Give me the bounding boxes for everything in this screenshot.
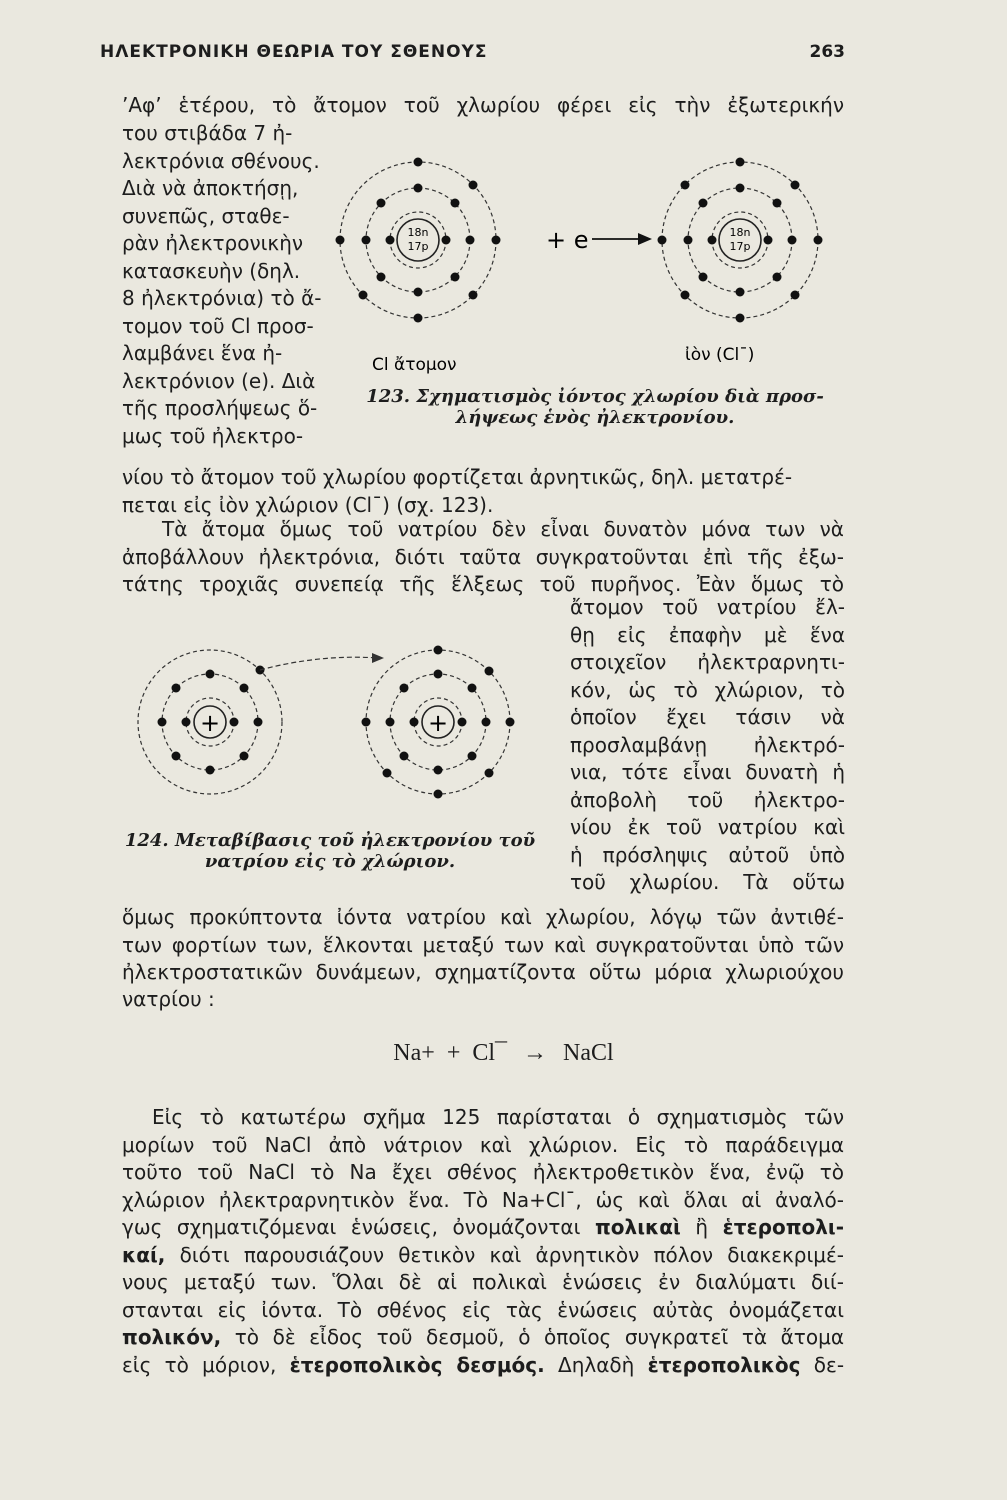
text-line: Τὰ ἄτομα ὅμως τοῦ νατρίου δὲν εἶναι δυνατὸν μόνα των νὰ (162, 517, 844, 541)
text-span: Δηλαδὴ (558, 1352, 635, 1377)
text-line: ἄτομον τοῦ νατρίου ἔλ- (570, 595, 845, 619)
text-span: ἢ (695, 1215, 709, 1239)
term-heteropolar-end: καί, (122, 1242, 166, 1267)
text-line: ρὰν ἠλεκτρονικὴν (122, 231, 304, 255)
text-line: 8 ἠλεκτρόνια) τὸ ἄ- (122, 286, 322, 310)
transfer-arrow (260, 653, 384, 670)
text-span: τὸ δὲ εἶδος τοῦ δεσμοῦ, ὁ ὁποῖος συγκρατεῖ τὰ ἄτομα (234, 1325, 844, 1349)
text-span: δε- (813, 1352, 845, 1377)
text-line (122, 1214, 844, 1242)
caption-line: 123. Σχηματισμὸς ἰόντος χλωρίου διὰ προσ- (366, 386, 824, 407)
cl-atom-diagram (362, 646, 515, 799)
text-line: των φορτίων των, ἕλκονται μεταξύ των καὶ συγκρατοῦνται ὑπὸ τῶν (122, 932, 844, 957)
page-number: 263 (809, 42, 845, 62)
term-heteropolar-bond: ἑτεροπολικὸς δεσμός. (289, 1352, 545, 1377)
nucleus-plus: + (427, 709, 449, 737)
reaction-arrow (592, 233, 652, 245)
text-span: διότι παρουσιάζουν θετικὸν καὶ ἀρνητικὸν πόλον διακεκριμέ- (179, 1242, 844, 1267)
text-line: ἠλεκτροστατικῶν δυνάμεων, σχηματίζοντα οὕτω μόρια χλωριούχου (122, 960, 844, 984)
caption-line: 124. Μεταβίβασις τοῦ ἠλεκτρονίου τοῦ (124, 830, 536, 851)
term-heteropolar: ἑτεροπολι- (722, 1215, 845, 1239)
cl-atom-diagram (336, 158, 501, 323)
text-line: ὅμως προκύπτοντα ἰόντα νατρίου καὶ χλωρίου, λόγῳ τῶν ἀντιθέ- (122, 905, 844, 929)
text-line: τῆς προσλήψεως ὅ- (122, 396, 318, 420)
text-span: εἰς τὸ μόριον, (122, 1352, 277, 1377)
text-line: χλώριον ἠλεκτραρνητικὸν ἕνα. Τὸ Na+Cl¯, ὡς καὶ ὅλαι αἱ ἀναλό- (122, 1187, 844, 1212)
chapter-title: ΗΛΕΚΤΡΟΝΙΚΗ ΘΕΩΡΙΑ ΤΟΥ ΣΘΕΝΟΥΣ (100, 42, 488, 62)
text-line: τοῦτο τοῦ NaCl τὸ Na ἔχει σθένος ἠλεκτροθετικὸν ἕνα, ἐνῷ τὸ (122, 1160, 844, 1184)
term-polar-valence: πολικόν, (122, 1325, 222, 1349)
term-polar: πολικαὶ (594, 1215, 681, 1239)
nucleus-protons: 17p (729, 240, 751, 253)
cl-atom-label: Cl ἄτομον (372, 355, 457, 375)
text-line: Διὰ νὰ ἀποκτήσῃ, (122, 176, 299, 200)
text-line: ὁποῖον ἔχει τάσιν νὰ (570, 705, 845, 729)
equation-arrow: → (523, 1040, 548, 1066)
text-line: τομον τοῦ Cl προσ- (122, 313, 314, 338)
na-atom-diagram (138, 650, 282, 794)
text-line: νίου ἐκ τοῦ νατρίου καὶ (570, 815, 845, 839)
figure-124 (120, 628, 540, 823)
text-line: στοιχεῖον ἠλεκτραρνητι- (570, 650, 845, 674)
figure-123 (320, 135, 850, 375)
running-header (100, 42, 845, 70)
text-line: λεκτρόνιον (e). Διὰ (122, 368, 316, 393)
text-line: του στιβάδα 7 ἠ- (122, 121, 293, 145)
para2-continuation (122, 904, 844, 987)
intro-first-line (122, 92, 844, 120)
cl-ion-diagram (658, 158, 823, 323)
text-line: θῃ εἰς ἐπαφὴν μὲ ἕνα (570, 622, 845, 647)
text-line: λαμβάνει ἕνα ἠ- (122, 341, 283, 365)
caption-line: νατρίου εἰς τὸ χλώριον. (204, 851, 456, 872)
equation-na-ion: Na+ (393, 1040, 435, 1066)
intro-left-column (122, 120, 322, 450)
plus-electron-label: + e (546, 226, 589, 254)
text-line: Εἰς τὸ κατωτέρω σχῆμα 125 παρίσταται ὁ σχηματισμὸς τῶν (152, 1105, 844, 1129)
text-line: νατρίου : (122, 987, 215, 1011)
text-line: τάτης τροχιᾶς συνεπείᾳ τῆς ἕλξεως τοῦ πυρῆνος. Ἐὰν ὅμως τὸ (122, 572, 844, 596)
figure-123-caption (345, 386, 845, 428)
text-line: νους μεταξύ των. Ὅλαι δὲ αἱ πολικαὶ ἑνώσεις ἐν διαλύματι διί- (122, 1270, 844, 1294)
equation-product: NaCl (563, 1040, 614, 1066)
figure-123-diagram (320, 135, 850, 375)
equation-cl-ion: Cl¯ (472, 1040, 508, 1066)
text-line: μως τοῦ ἠλεκτρο- (122, 423, 304, 448)
text-line: νίου τὸ ἄτομον τοῦ χλωρίου φορτίζεται ἀρνητικῶς, δηλ. μετατρέ- (122, 465, 793, 489)
text-line: στανται εἰς ἰόντα. Τὸ σθένος εἰς τὰς ἑνώσεις αὐτὰς ὀνομάζεται (122, 1297, 844, 1322)
text-line: ἡ πρόσληψις αὐτοῦ ὑπὸ (570, 842, 845, 867)
text-line: νια, τότε εἶναι δυνατὴ ἡ (570, 760, 845, 784)
nucleus-plus: + (199, 709, 221, 737)
text-line: μορίων τοῦ NaCl ἀπὸ νάτριον καὶ χλώριον. Εἰς τὸ παράδειγμα (122, 1132, 844, 1157)
nucleus-neutrons: 18n (729, 226, 751, 239)
text-line (122, 1324, 844, 1352)
para3 (122, 1104, 844, 1379)
para2-full-lines (122, 516, 844, 599)
text-line: τοῦ χλωρίου. Τὰ οὕτω (570, 870, 845, 894)
nucleus-neutrons: 18n (407, 226, 429, 239)
intro-continuation (122, 452, 844, 519)
text-line: κατασκευὴν (δηλ. (122, 258, 301, 283)
text-line: ἀποβολὴ τοῦ ἠλεκτρο- (570, 787, 845, 812)
text-line: πεται εἰς ἰὸν χλώριον (Cl¯) (σχ. 123). (122, 492, 494, 517)
figure-124-diagram (120, 628, 540, 823)
cl-ion-label: ἰὸν (Cl¯) (685, 345, 755, 365)
equation-plus: + (446, 1040, 461, 1066)
caption-line: λήψεως ἑνὸς ἠλεκτρονίου. (455, 407, 735, 428)
text-line: κόν, ὡς τὸ χλώριον, τὸ (570, 677, 845, 702)
text-line: λεκτρόνια σθένους. (122, 148, 320, 173)
para2-last-line (122, 986, 844, 1014)
text-line (122, 1242, 844, 1270)
figure-124-caption (110, 830, 550, 872)
text-line: ’Αφ’ ἑτέρου, τὸ ἄτομον τοῦ χλωρίου φέρει εἰς τὴν ἐξωτερικήν (122, 93, 844, 117)
nucleus-protons: 17p (407, 240, 429, 253)
text-line: συνεπῶς, σταθε- (122, 203, 290, 228)
term-heteropolar-2: ἑτεροπολικὸς (647, 1352, 801, 1377)
para2-right-column (570, 594, 845, 897)
text-line: προσλαμβάνῃ ἠλεκτρό- (570, 732, 845, 757)
text-span: γως σχηματιζόμεναι ἑνώσεις, ὀνομάζονται (122, 1215, 581, 1239)
text-line (122, 1352, 844, 1380)
reaction-equation (0, 1040, 1007, 1067)
text-line: ἀποβάλλουν ἠλεκτρόνια, διότι ταῦτα συγκρατοῦνται ἐπὶ τῆς ἐξω- (122, 544, 844, 569)
